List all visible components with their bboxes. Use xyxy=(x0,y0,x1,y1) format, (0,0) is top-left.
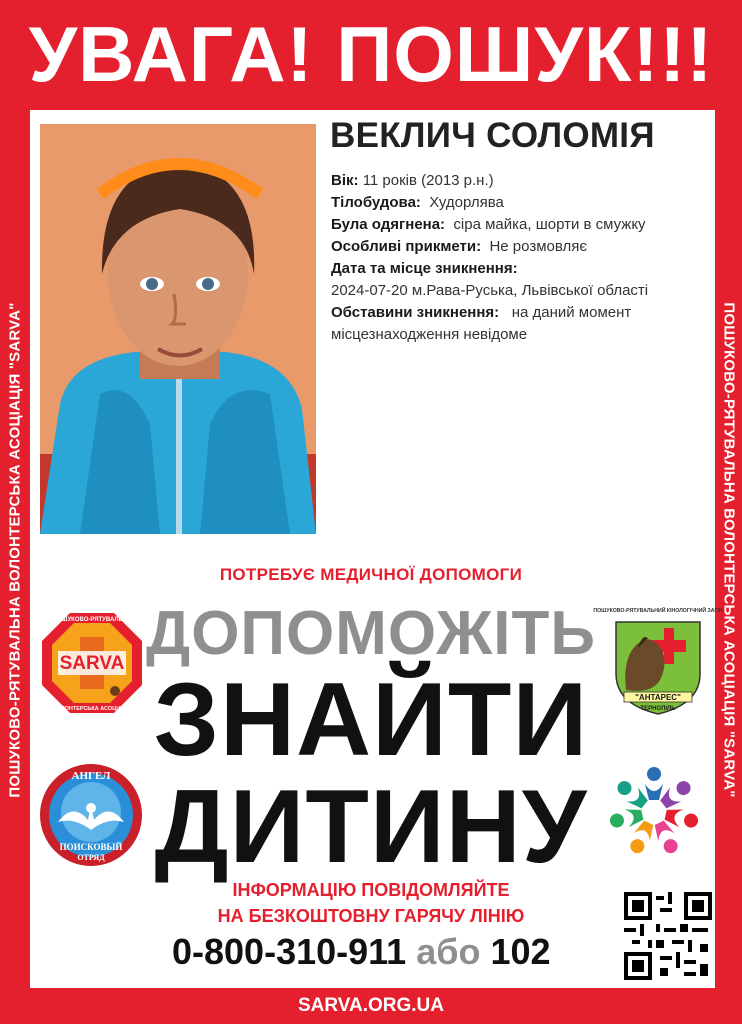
side-caption-right-text: ПОШУКОВО-РЯТУВАЛЬНА ВОЛОНТЕРСЬКА АСОЦІАЦІЯ "SARVA" xyxy=(720,302,738,798)
circumstances-value-1: на даний момент xyxy=(511,304,632,321)
child-heading: ДИТИНУ xyxy=(154,769,588,885)
angel-logo-bottom-1: ПОИСКОВЫЙ xyxy=(59,842,123,852)
angel-logo-top: АНГЕЛ xyxy=(71,770,111,782)
hotline-number: 0-800-310-911 xyxy=(172,931,407,972)
antares-logo-main: "АНТАРЕС" xyxy=(635,693,681,702)
phone-or: або xyxy=(416,931,481,972)
sarva-logo-top: ПОШУКОВО-РЯТУВАЛЬНА xyxy=(52,617,132,623)
community-circle-logo xyxy=(602,760,706,864)
angel-logo-bottom-2: ОТРЯД xyxy=(77,853,105,862)
child-name: ВЕКЛИЧ СОЛОМІЯ xyxy=(330,116,655,155)
circumstances-line xyxy=(331,304,631,321)
clothes-line xyxy=(331,216,646,233)
build-value: Худорлява xyxy=(429,194,504,211)
medical-alert: ПОТРЕБУЄ МЕДИЧНОЇ ДОПОМОГИ xyxy=(219,565,523,584)
website-footer: SARVA.ORG.UA xyxy=(297,995,445,1016)
build-label: Тілобудова: xyxy=(331,194,421,211)
qr-code xyxy=(624,892,712,980)
circumstances-value-2: місцезнаходження невідоме xyxy=(331,326,528,343)
age-line xyxy=(331,172,494,189)
child-photo xyxy=(40,124,316,534)
date-place-line xyxy=(331,260,518,277)
sarva-logo-bottom: ВОЛОНТЕРСЬКА АСОЦІАЦІЯ xyxy=(52,706,132,712)
side-caption-left-text: ПОШУКОВО-РЯТУВАЛЬНА ВОЛОНТЕРСЬКА АСОЦІАЦІЯ "SARVA" xyxy=(6,302,24,798)
find-heading: ЗНАЙТИ xyxy=(153,662,589,778)
build-line xyxy=(331,194,504,211)
header-banner xyxy=(0,0,742,108)
antares-logo-bottom: ТЕРНОПІЛЬ xyxy=(640,706,676,712)
date-place-value-line xyxy=(331,282,648,299)
antares-logo xyxy=(593,604,723,716)
circumstances-line-2 xyxy=(331,326,527,343)
age-label: Вік: xyxy=(331,172,359,189)
features-value: Не розмовляє xyxy=(489,238,588,255)
phone-row xyxy=(172,931,551,973)
angel-logo xyxy=(38,762,144,868)
circumstances-label: Обставини зникнення: xyxy=(331,304,500,321)
antares-logo-top: ПОШУКОВО-РЯТУВАЛЬНИЙ КІНОЛОГІЧНИЙ ЗАГІН xyxy=(593,608,723,614)
features-line xyxy=(331,238,587,255)
sarva-logo xyxy=(40,611,144,715)
emergency-number: 102 xyxy=(490,931,551,972)
help-heading: ДОПОМОЖІТЬ xyxy=(146,599,596,668)
date-place-value: 2024-07-20 м.Рава-Руська, Львівської області xyxy=(331,282,649,299)
report-line-2: НА БЕЗКОШТОВНУ ГАРЯЧУ ЛІНІЮ xyxy=(217,906,525,926)
date-place-label: Дата та місце зникнення: xyxy=(331,260,518,277)
header-title: УВАГА! ПОШУК!!! xyxy=(28,9,714,98)
features-label: Особливі прикмети: xyxy=(331,238,482,255)
clothes-value: сіра майка, шорти в смужку xyxy=(453,216,646,233)
clothes-label: Була одягнена: xyxy=(331,216,446,233)
sarva-logo-main: SARVA xyxy=(59,653,125,674)
report-line-1: ІНФОРМАЦІЮ ПОВІДОМЛЯЙТЕ xyxy=(232,880,510,900)
age-value: 11 років (2013 р.н.) xyxy=(362,172,494,189)
